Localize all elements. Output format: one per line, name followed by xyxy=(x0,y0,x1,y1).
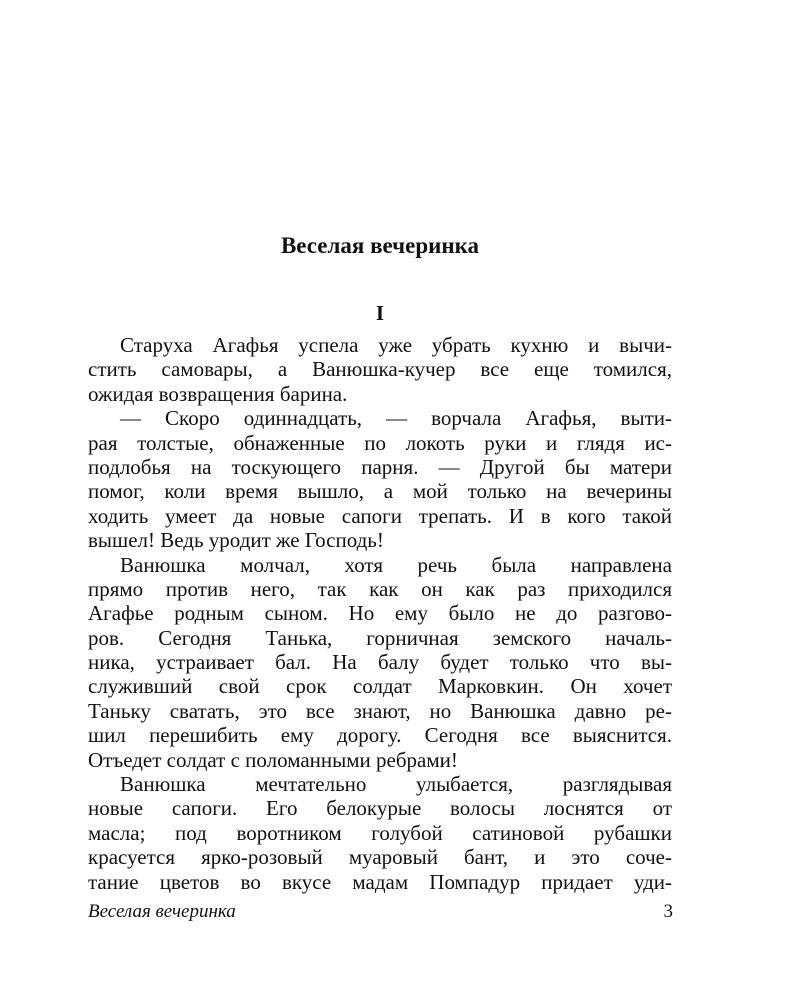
text-line: ров. Сегодня Танька, горничная земского началь- xyxy=(88,625,672,650)
text-line: Ванюшка мечтательно улыбается, разглядывая xyxy=(120,772,672,797)
paragraph xyxy=(88,406,672,552)
running-title: Веселая вечеринка xyxy=(88,901,236,922)
text-line: стить самовары, а Ванюшка-кучер все еще томился, xyxy=(88,357,672,382)
page-number: 3 xyxy=(663,901,673,922)
chapter-title: Веселая вечеринка xyxy=(280,233,480,258)
text-line: служивший свой срок солдат Марковкин. Он хочет xyxy=(88,674,672,699)
text-line: ходить умеет да новые сапоги трепать. И в кого такой xyxy=(88,503,672,528)
text-line: Таньку сватать, это все знают, но Ванюшка давно ре- xyxy=(88,698,672,723)
text-line: шил перешибить ему дорогу. Сегодня все выяснится. xyxy=(88,723,672,748)
text-line: подлобья на тоскующего парня. — Другой бы матери xyxy=(88,454,672,479)
section-number: I xyxy=(375,301,385,325)
text-line: помог, коли время вышло, а мой только на вечерины xyxy=(88,479,672,504)
text-line: тание цветов во вкусе мадам Помпадур придает уди- xyxy=(88,869,672,894)
text-line: Старуха Агафья успела уже убрать кухню и вычи- xyxy=(120,333,672,357)
text-line: Отъедет солдат с поломанными ребрами! xyxy=(88,747,458,772)
paragraph xyxy=(88,553,672,773)
text-line: вышел! Ведь уродит же Господь! xyxy=(88,528,384,553)
text-line: ника, устраивает бал. На балу будет только что вы- xyxy=(88,650,672,675)
text-line: Ванюшка молчал, хотя речь была направлена xyxy=(120,552,672,577)
body-text xyxy=(88,333,672,894)
paragraph xyxy=(88,333,672,406)
text-line: масла; под воротником голубой сатиновой рубашки xyxy=(88,820,672,845)
text-line: красуется ярко-розовый муаровый бант, и это соче- xyxy=(88,845,672,870)
paragraph xyxy=(88,772,672,894)
text-line: новые сапоги. Его белокурые волосы лоснятся от xyxy=(88,796,672,821)
text-line: Агафье родным сыном. Но ему было не до разгово- xyxy=(88,601,672,626)
text-line: прямо против него, так как он как раз приходился xyxy=(88,576,672,601)
text-line: рая толстые, обнаженные по локоть руки и глядя ис- xyxy=(88,430,672,455)
text-line: ожидая возвращения барина. xyxy=(88,381,348,406)
text-line: — Скоро одиннадцать, — ворчала Агафья, выти- xyxy=(120,406,672,431)
